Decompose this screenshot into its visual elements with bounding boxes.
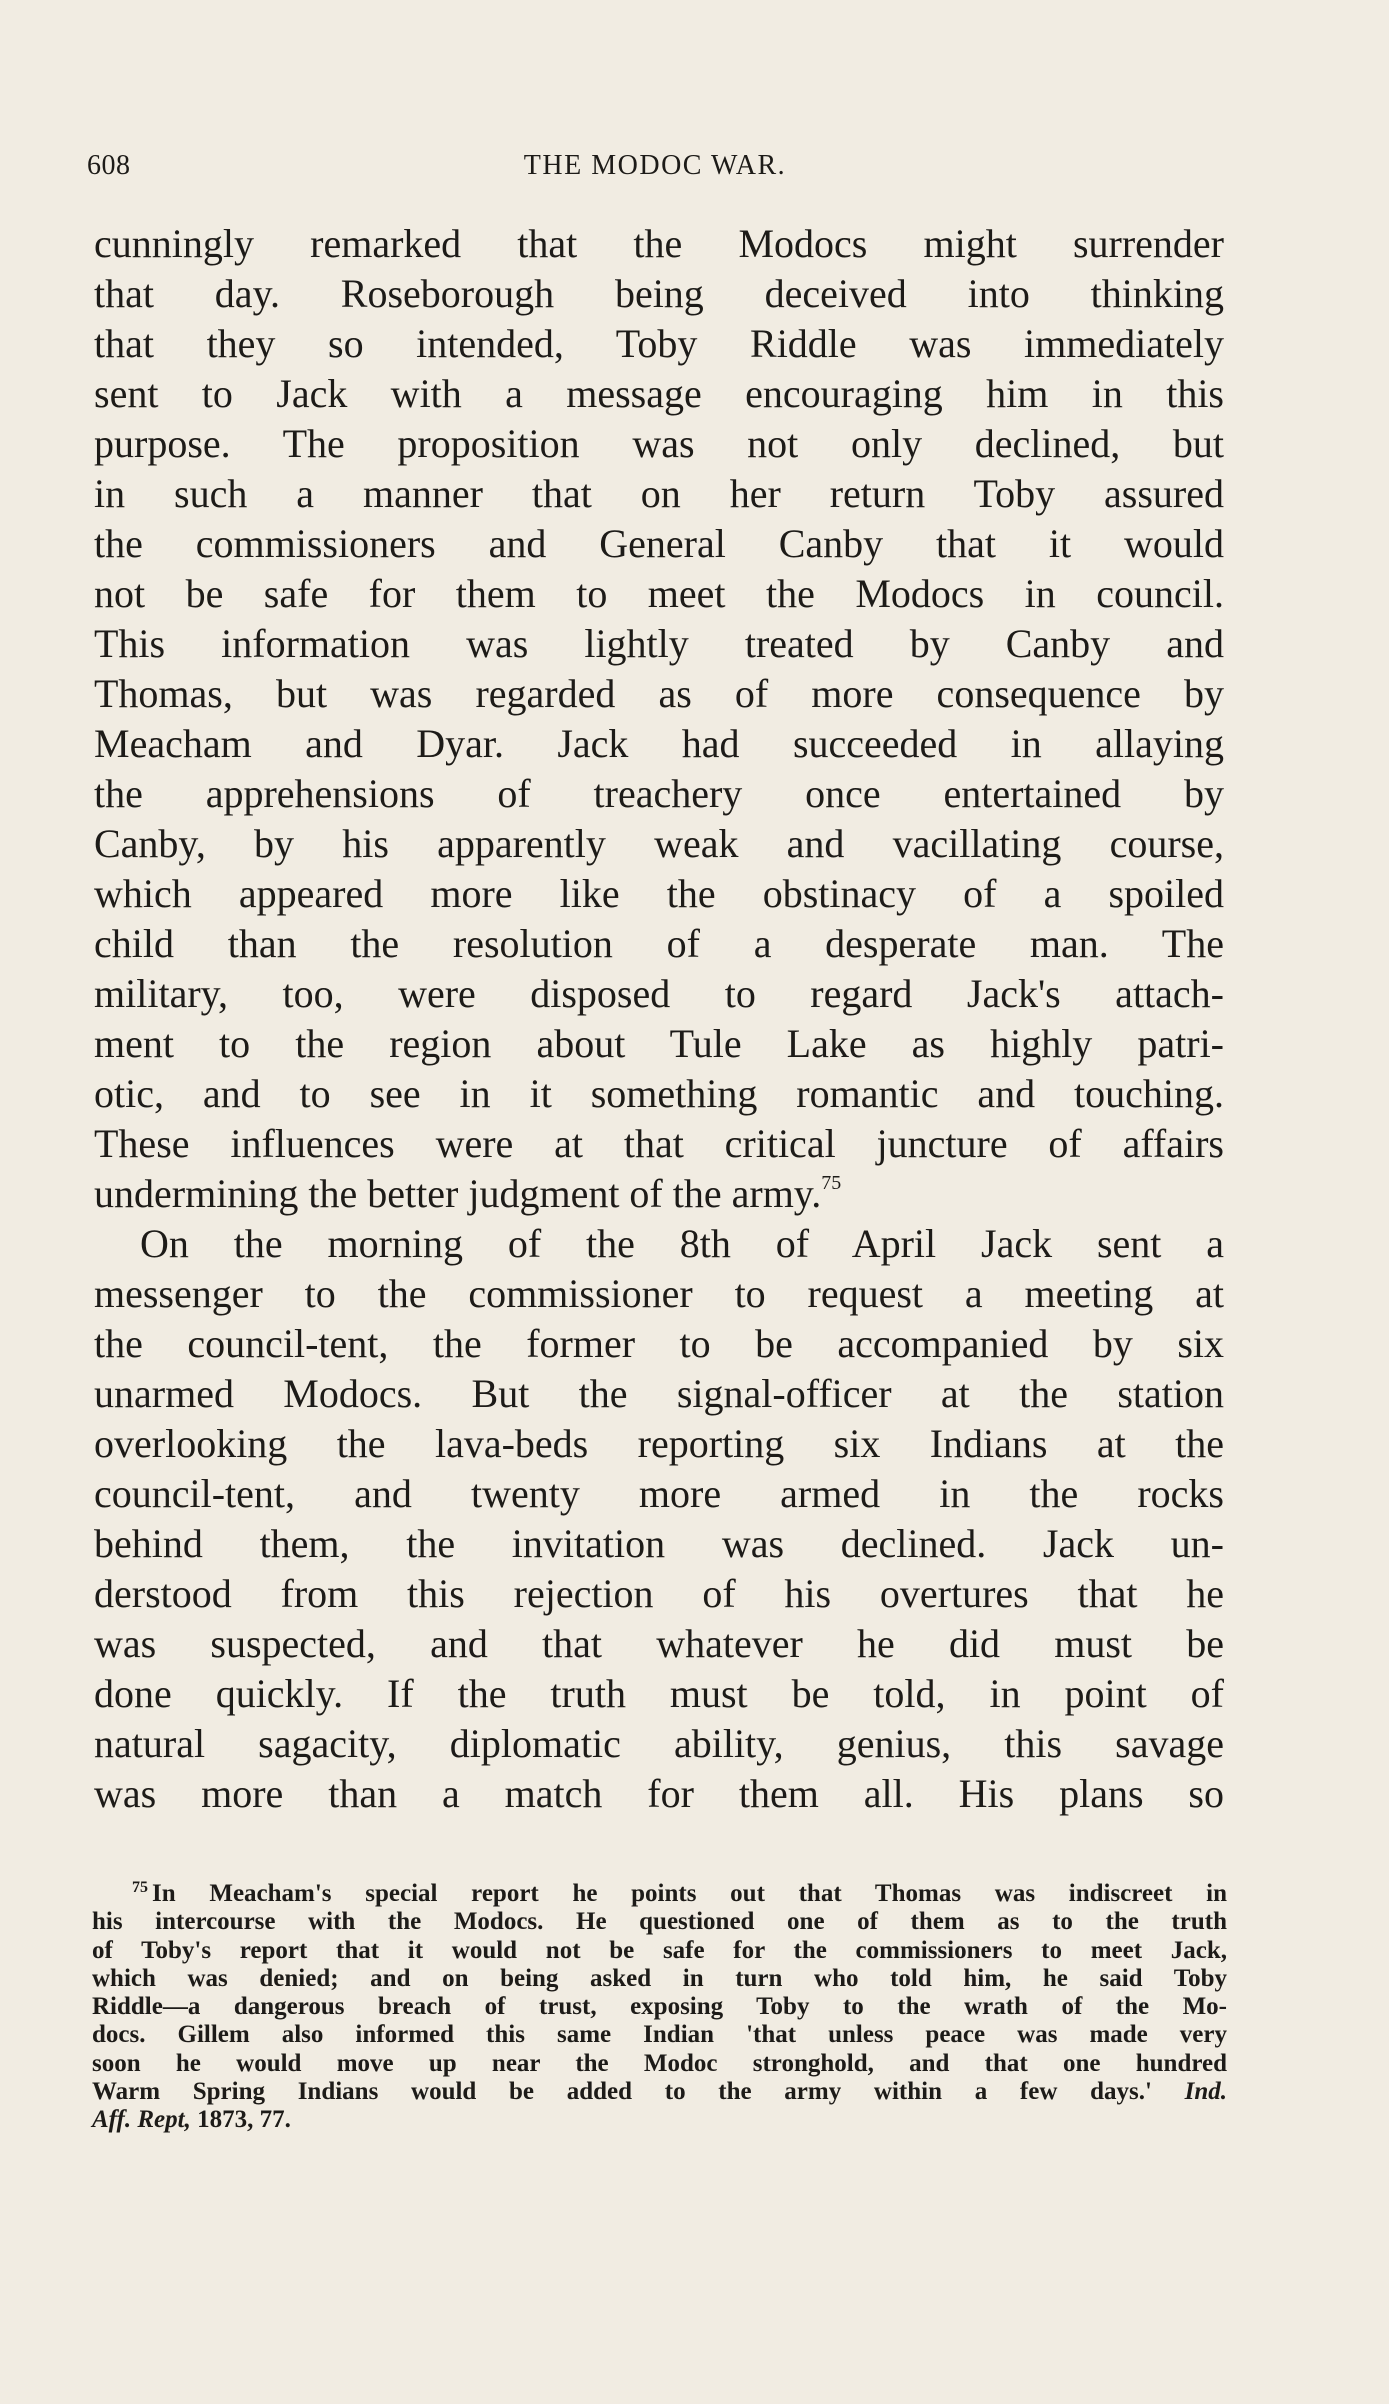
footnote-line-content: In Meacham's special report he points out that Thomas was indiscreet in [152,1880,1227,1907]
body-text [94,219,1224,1819]
text-line: military, too, were disposed to regard Jack's attach- [94,971,1224,1016]
text-line: Meacham and Dyar. Jack had succeeded in allaying [94,721,1224,766]
text-line: sent to Jack with a message encouraging him in this [94,371,1224,416]
text-line: Canby, by his apparently weak and vacillating course, [94,821,1224,866]
citation-title-part: Aff. Rept, [92,2106,191,2134]
text-line: ment to the region about Tule Lake as highly patri- [94,1021,1224,1066]
text-line: This information was lightly treated by Canby and [94,621,1224,666]
footnote-marker: 75 [132,1879,148,1896]
footnote-line [92,2078,1227,2106]
text-line: done quickly. If the truth must be told, in point of [94,1671,1224,1716]
footnote-line: soon he would move up near the Modoc stronghold, and that one hundred [92,2049,1227,2077]
text-line: cunningly remarked that the Modocs might surrender [94,221,1224,266]
footnote-line [92,1880,1227,1908]
text-line: in such a manner that on her return Toby assured [94,471,1224,516]
citation-title-part: Ind. [1184,2078,1227,2106]
text-line: was suspected, and that whatever he did must be [94,1621,1224,1666]
text-line: behind them, the invitation was declined. Jack un- [94,1521,1224,1566]
text-line: the council-tent, the former to be accompanied by six [94,1321,1224,1366]
citation-title-full [92,2135,93,2136]
text-line: messenger to the commissioner to request a meeting at [94,1271,1224,1316]
text-line: the apprehensions of treachery once entertained by [94,771,1224,816]
text-line: not be safe for them to meet the Modocs in council. [94,571,1224,616]
footnote-citation-line [92,2106,1227,2134]
footnote-line: of Toby's report that it would not be safe for the commissioners to meet Jack, [92,1936,1227,1964]
footnote-line-content: Warm Spring Indians would be added to the army within a few days.' [92,2078,1152,2106]
text-line: council-tent, and twenty more armed in the rocks [94,1471,1224,1516]
text-line: overlooking the lava-beds reporting six Indians at the [94,1421,1224,1466]
page-header [87,150,1223,190]
citation-details: 1873, 77. [197,2106,291,2134]
text-line-content: undermining the better judgment of the army. [94,1171,822,1216]
footnote-reference[interactable]: 75 [821,1172,842,1194]
footnote-line: docs. Gillem also informed this same Indian 'that unless peace was made very [92,2021,1227,2049]
text-line: derstood from this rejection of his overtures that he [94,1571,1224,1616]
text-line: natural sagacity, diplomatic ability, genius, this savage [94,1721,1224,1766]
page-number: 608 [87,150,131,181]
text-line: which appeared more like the obstinacy of a spoiled [94,871,1224,916]
paragraph-start-line: On the morning of the 8th of April Jack sent a [140,1221,1224,1266]
text-line: Thomas, but was regarded as of more consequence by [94,671,1224,716]
footnote-line: his intercourse with the Modocs. He questioned one of them as to the truth [92,1908,1227,1936]
text-line: that they so intended, Toby Riddle was immediately [94,321,1224,366]
text-line: was more than a match for them all. His plans so [94,1771,1224,1816]
text-line: child than the resolution of a desperate man. The [94,921,1224,966]
text-line: These influences were at that critical juncture of affairs [94,1121,1224,1166]
running-title: THE MODOC WAR. [523,150,787,181]
text-line: the commissioners and General Canby that it would [94,521,1224,566]
footnote-block [92,1880,1227,2135]
text-line: purpose. The proposition was not only declined, but [94,421,1224,466]
text-line: otic, and to see in it something romantic and touching. [94,1071,1224,1116]
text-line: that day. Roseborough being deceived into thinking [94,271,1224,316]
footnote-line: which was denied; and on being asked in turn who told him, he said Toby [92,1964,1227,1992]
text-line: unarmed Modocs. But the signal-officer at the station [94,1371,1224,1416]
text-line-with-footnote-ref [94,1169,1224,1219]
footnote-line: Riddle—a dangerous breach of trust, exposing Toby to the wrath of the Mo- [92,1993,1227,2021]
